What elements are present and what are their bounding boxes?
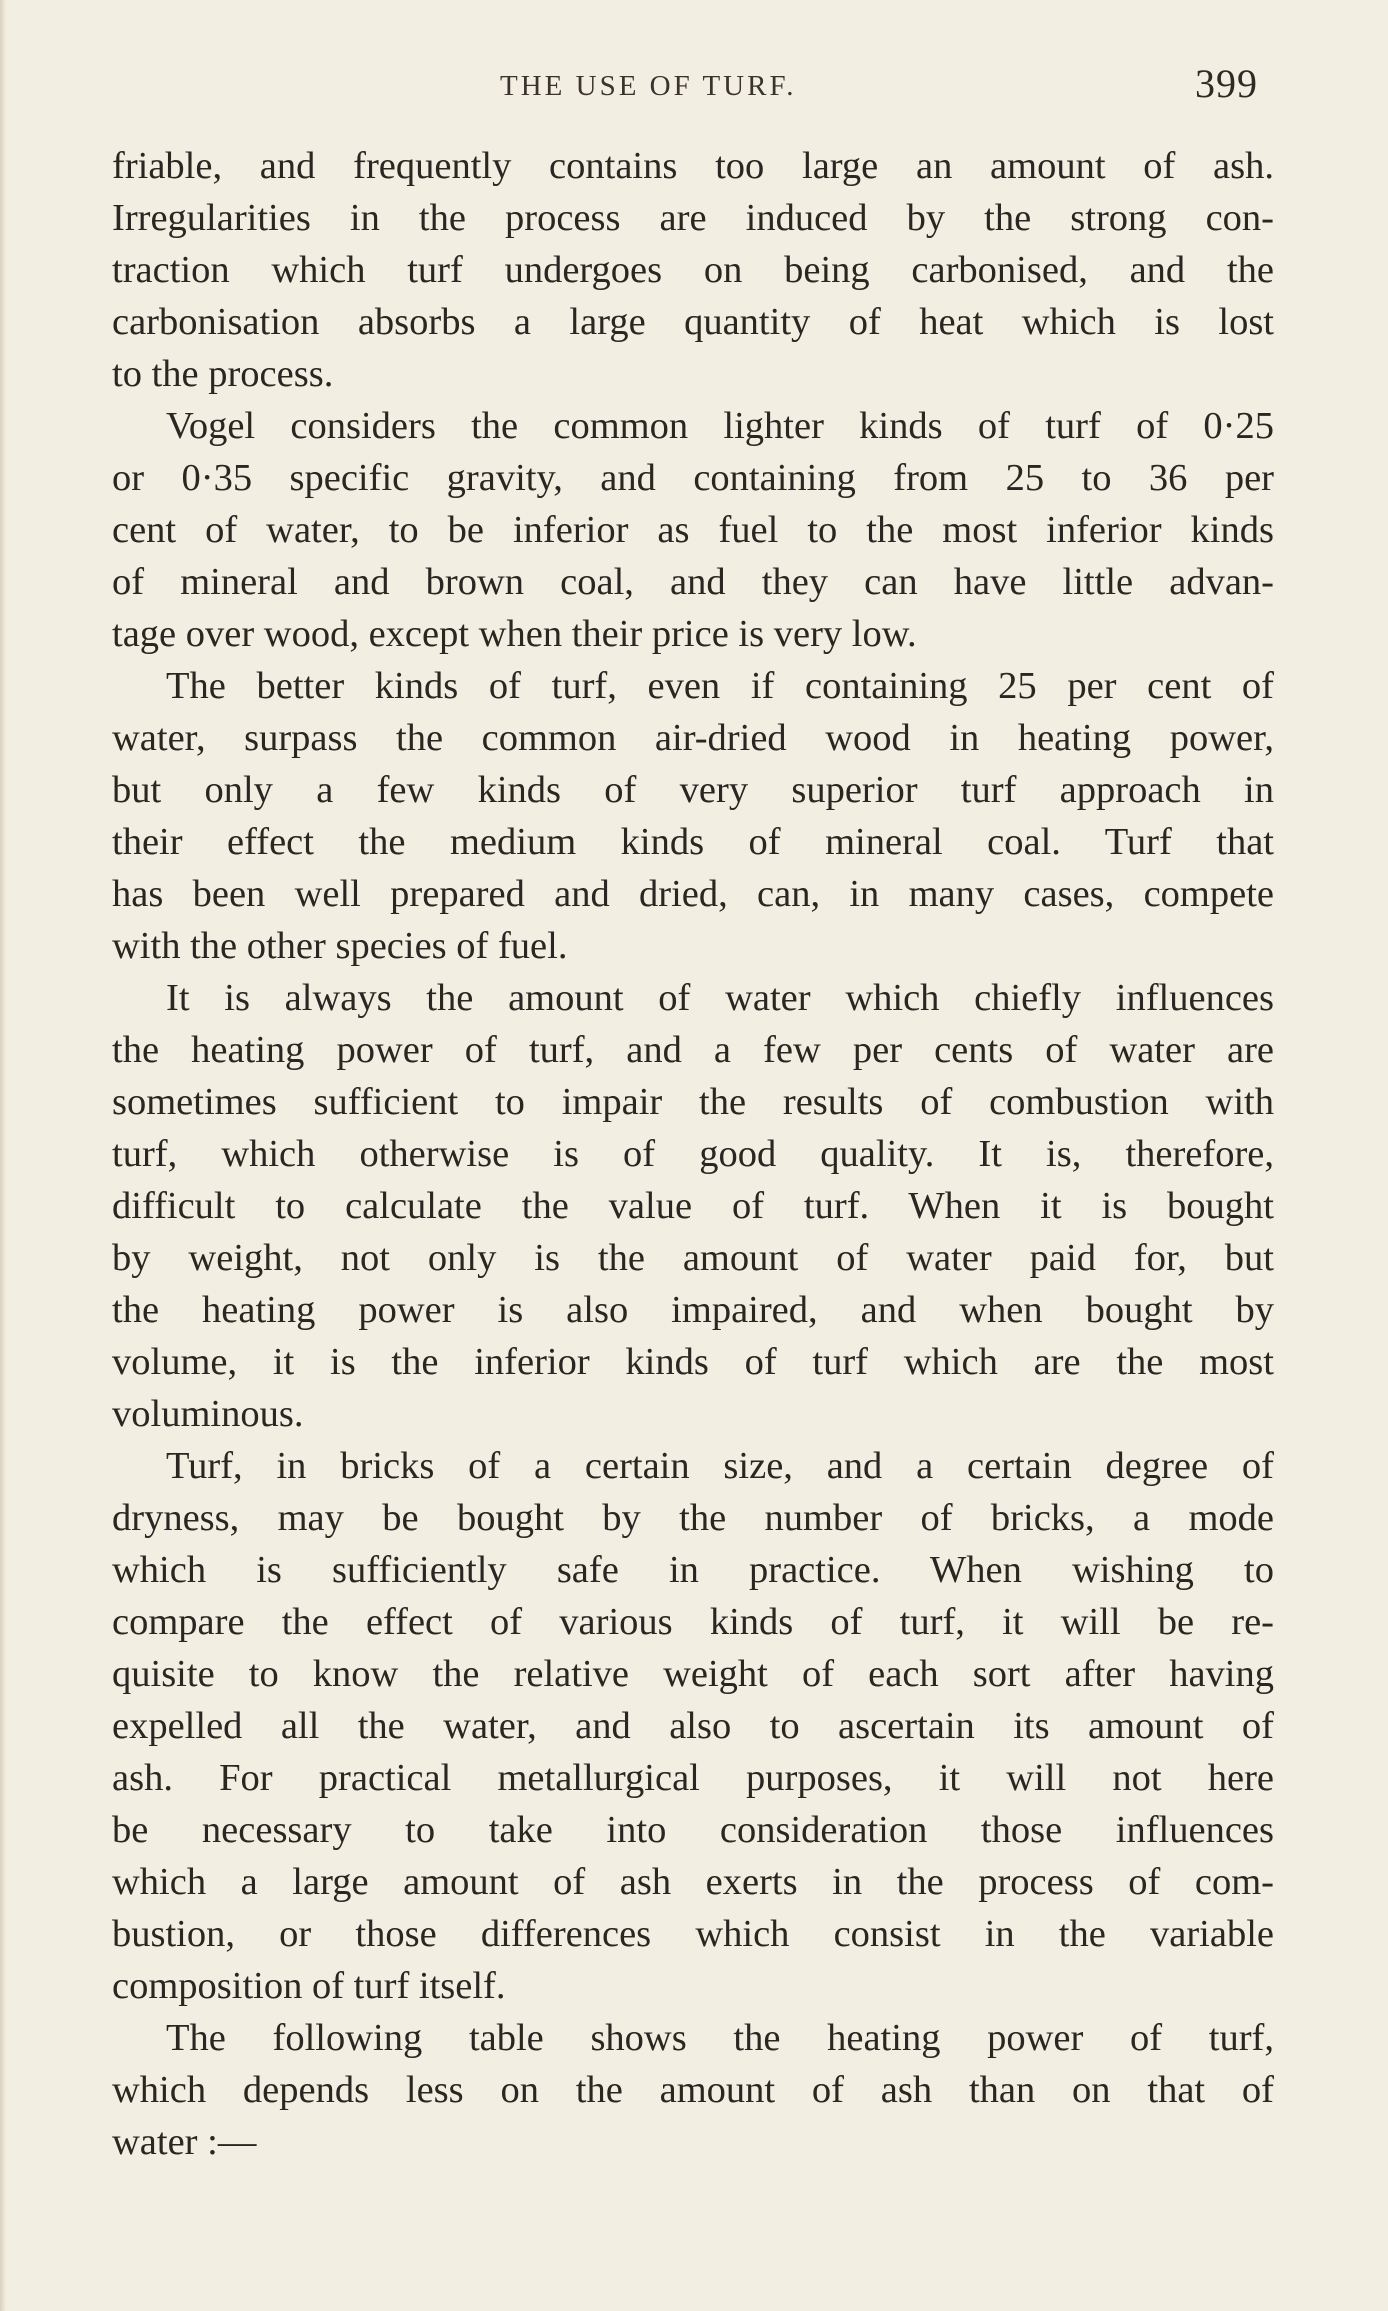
- paragraph: [112, 972, 1274, 1440]
- paragraph: [112, 2012, 1274, 2168]
- text-line: expelled all the water, and also to ascertain its amount of: [112, 1705, 1274, 1747]
- text-line: has been well prepared and dried, can, in many cases, compete: [112, 873, 1274, 915]
- text-line: be necessary to take into consideration those influences: [112, 1809, 1274, 1851]
- text-line: but only a few kinds of very superior turf approach in: [112, 769, 1274, 811]
- text-line: It is always the amount of water which chiefly influences: [166, 977, 1274, 1019]
- text-line: water, surpass the common air-dried wood in heating power,: [112, 717, 1274, 759]
- text-line: which is sufficiently safe in practice. When wishing to: [112, 1549, 1274, 1591]
- page-edge-shadow: [0, 0, 6, 2311]
- text-line: ash. For practical metallurgical purposes, it will not here: [112, 1757, 1274, 1799]
- text-line: their effect the medium kinds of mineral coal. Turf that: [112, 821, 1274, 863]
- page-number: 399: [1195, 61, 1258, 106]
- text-line: tage over wood, except when their price is very low.: [112, 613, 917, 655]
- text-line: difficult to calculate the value of turf. When it is bought: [112, 1185, 1274, 1227]
- running-head: [112, 58, 1262, 114]
- text-line: turf, which otherwise is of good quality. It is, therefore,: [112, 1133, 1274, 1175]
- text-line: compare the effect of various kinds of turf, it will be re-: [112, 1601, 1274, 1643]
- text-line: the heating power is also impaired, and when bought by: [112, 1289, 1274, 1331]
- paragraph: [112, 400, 1274, 660]
- text-line: the heating power of turf, and a few per cents of water are: [112, 1029, 1274, 1071]
- text-line: sometimes sufficient to impair the results of combustion with: [112, 1081, 1274, 1123]
- text-line: or 0·35 specific gravity, and containing from 25 to 36 per: [112, 457, 1274, 499]
- text-line: which a large amount of ash exerts in the process of com-: [112, 1861, 1274, 1903]
- text-line: by weight, not only is the amount of water paid for, but: [112, 1237, 1274, 1279]
- text-line: of mineral and brown coal, and they can have little advan-: [112, 561, 1274, 603]
- text-line: friable, and frequently contains too large an amount of ash.: [112, 145, 1274, 187]
- text-line: traction which turf undergoes on being carbonised, and the: [112, 249, 1274, 291]
- paragraph: [112, 660, 1274, 972]
- running-title: THE USE OF TURF.: [500, 70, 797, 102]
- text-line: Irregularities in the process are induced by the strong con-: [112, 197, 1274, 239]
- text-line: dryness, may be bought by the number of bricks, a mode: [112, 1497, 1274, 1539]
- text-line: cent of water, to be inferior as fuel to the most inferior kinds: [112, 509, 1274, 551]
- text-line: composition of turf itself.: [112, 1965, 506, 2007]
- text-line: Vogel considers the common lighter kinds of turf of 0·25: [166, 405, 1274, 447]
- text-line: volume, it is the inferior kinds of turf which are the most: [112, 1341, 1274, 1383]
- text-line: voluminous.: [112, 1393, 304, 1435]
- text-line: bustion, or those differences which consist in the variable: [112, 1913, 1274, 1955]
- paragraph: [112, 140, 1274, 400]
- text-line: The better kinds of turf, even if containing 25 per cent of: [166, 665, 1274, 707]
- text-line: The following table shows the heating power of turf,: [166, 2017, 1274, 2059]
- text-line: to the process.: [112, 353, 334, 395]
- text-line: which depends less on the amount of ash than on that of: [112, 2069, 1274, 2111]
- paragraph: [112, 1440, 1274, 2012]
- body-text: [112, 140, 1274, 2168]
- text-line: water :—: [112, 2121, 257, 2163]
- text-line: carbonisation absorbs a large quantity of heat which is lost: [112, 301, 1274, 343]
- text-line: Turf, in bricks of a certain size, and a certain degree of: [166, 1445, 1274, 1487]
- text-line: quisite to know the relative weight of each sort after having: [112, 1653, 1274, 1695]
- text-line: with the other species of fuel.: [112, 925, 568, 967]
